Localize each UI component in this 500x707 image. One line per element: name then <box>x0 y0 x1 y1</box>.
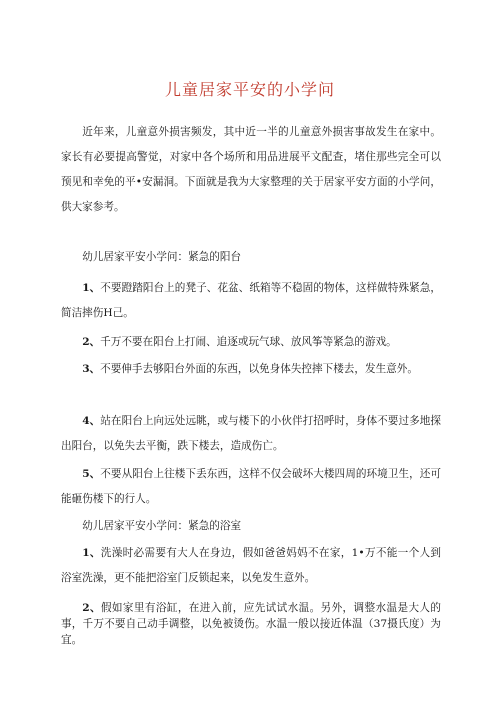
list-item <box>61 600 441 648</box>
item-number: 1、 <box>82 547 101 559</box>
item-number: 4、 <box>82 415 101 427</box>
item-number: 2、 <box>82 602 101 614</box>
intro-paragraph: 近年来，儿童意外损害频发，其中近一半的儿童意外损害事故发生在家中。家长有必要提高警觉，对家中各个场所和用品进展平文配查，堵住那些完全可以预见和幸免的平•安漏洞。下面就是我为大家整理的关于居家平安方面的小学问，供大家参考。 <box>61 126 441 213</box>
item-number: 3、 <box>82 363 101 375</box>
item-text: 假如家里有浴缸，在进入前，应先试试水温。另外，调整水温是大人的事，千万不要自己动手调整，以免被烫伤。水温一般以接近体温（37摄氏度）为宜。 <box>61 602 442 646</box>
item-number: 5、 <box>82 468 101 480</box>
list-item <box>61 541 441 591</box>
item-text: 洗澡时必需要有大人在身边，假如爸爸妈妈不在家，1•万不能一个人到浴室洗澡，更不能把浴室门反锁起来，以免发生意外。 <box>61 547 441 584</box>
item-text: 不要伸手去够阳台外面的东西，以免身体失控摔下楼去，发生意外。 <box>100 363 418 375</box>
list-item <box>61 462 441 512</box>
list-item <box>61 409 441 459</box>
item-text: 千万不要在阳台上打闹、追逐或玩气球、放风筝等紧急的游戏。 <box>100 336 397 348</box>
item-number: 1、 <box>82 282 101 294</box>
item-text: 不要蹬踏阳台上的凳子、花盆、纸箱等不稳固的物体，这样做特殊紧急，简洁摔伤H己。 <box>61 282 441 319</box>
list-item <box>61 330 441 355</box>
item-number: 2、 <box>82 336 101 348</box>
item-text: 不要从阳台上往楼下丢东西，这样不仅会破坏大楼四周的环境卫生，还可能砸伤楼下的行人。 <box>61 468 441 505</box>
section-heading-bathroom: 幼儿居家平安小学问：紧急的浴室 <box>82 520 242 532</box>
list-item <box>61 357 441 382</box>
item-text: 站在阳台上向远处远眺，或与楼下的小伙伴打招呼时，身体不要过多地探出阳台，以免失去平衡，跌下楼去，造成伤亡。 <box>61 415 441 452</box>
list-item <box>61 276 441 326</box>
section-heading-balcony: 幼儿居家平安小学问：紧急的阳台 <box>82 251 242 263</box>
document-title: 儿童居家平安的小学问 <box>164 80 335 99</box>
